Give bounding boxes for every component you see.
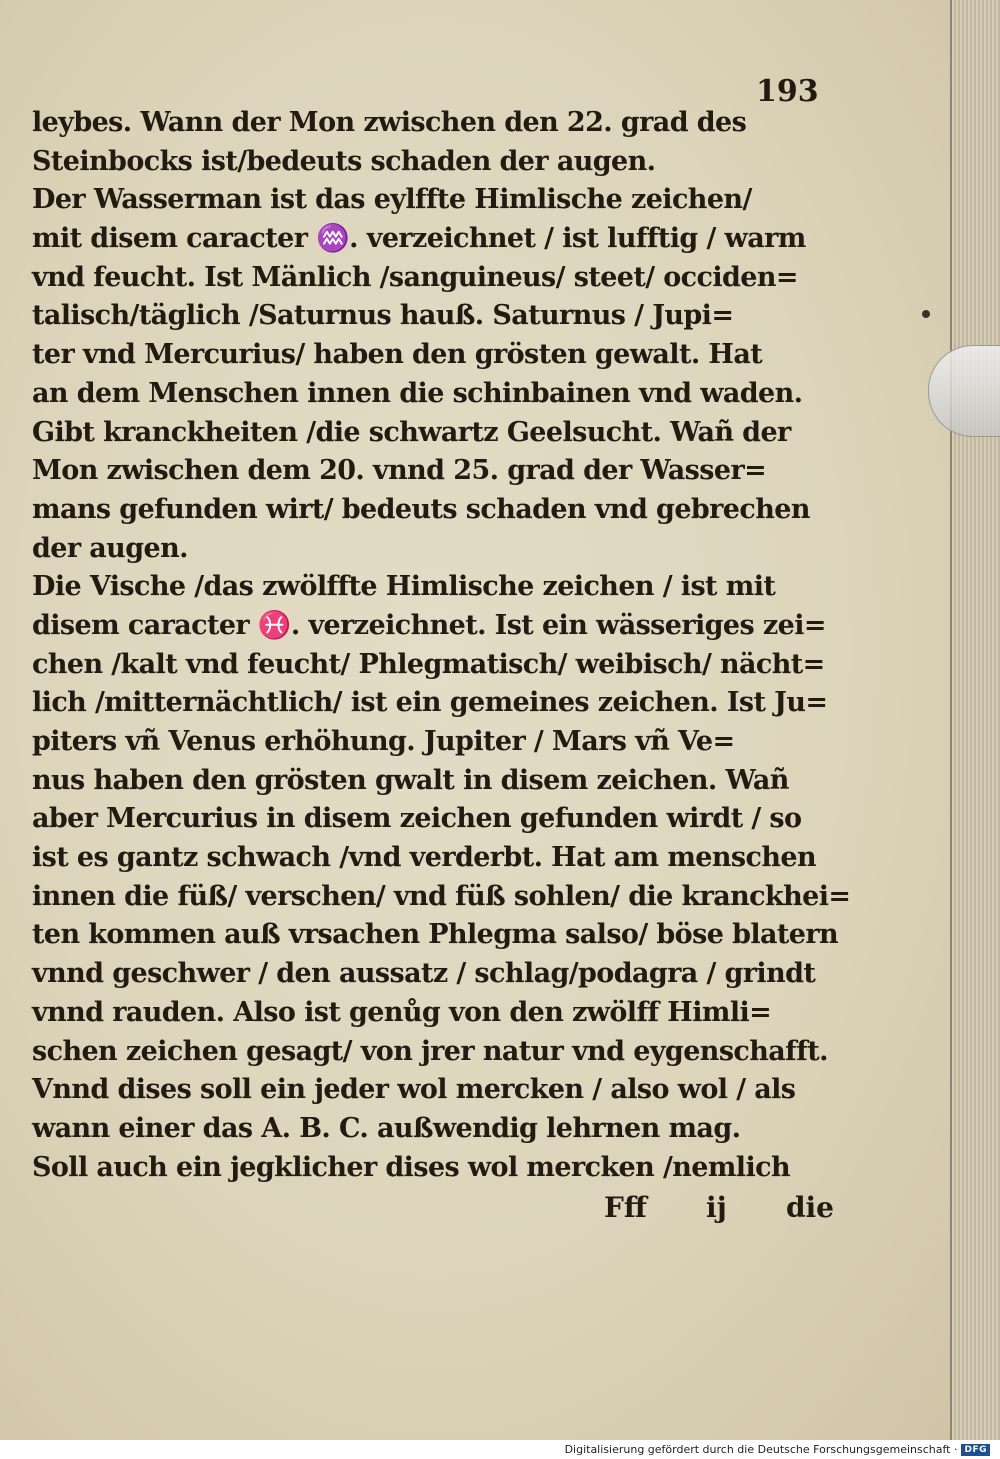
ink-fleck [922, 310, 930, 318]
text-line: piters vñ Venus erhöhung. Jupiter / Mars vñ Ve= [32, 726, 735, 757]
text-line: wann einer das A. B. C. außwendig lehrnen mag. [32, 1112, 741, 1144]
text-line: chen /kalt vnd feucht/ Phlegmatisch/ weibisch/ nächt= [32, 648, 825, 680]
text-line: vnnd rauden. Also ist genůg von den zwölff Himli= [32, 996, 772, 1028]
text-line: an dem Menschen innen die schinbainen vnd waden. [32, 377, 803, 409]
text-line: vnd feucht. Ist Mänlich /sanguineus/ steet/ occiden= [32, 261, 798, 293]
body-text [32, 104, 851, 1187]
text-line: Der Wasserman ist das eylffte Himlische zeichen/ [32, 184, 752, 216]
dfg-logo: DFG [961, 1444, 990, 1456]
text-line: nus haben den grösten gwalt in disem zeichen. Wañ [32, 764, 789, 796]
text-line: leybes. Wann der Mon zwischen den 22. grad des [32, 107, 747, 138]
text-line: innen die füß/ verschen/ vnd füß sohlen/ die kranckhei= [32, 880, 851, 912]
text-line: Gibt kranckheiten /die schwartz Geelsucht. Wañ der [32, 416, 791, 448]
text-line: Soll auch ein jegklicher dises wol mercken /nemlich [32, 1151, 790, 1183]
text-line: mit disem caracter ♒. verzeichnet / ist lufftig / warm [32, 223, 806, 255]
signature-number: ij [706, 1191, 727, 1224]
page-number: 193 [756, 74, 819, 109]
signature-letters: Fff [604, 1191, 647, 1224]
text-line: der augen. [32, 532, 188, 564]
text-line: vnnd geschwer / den aussatz / schlag/podagra / grindt [32, 958, 816, 990]
text-line: lich /mitternächtlich/ ist ein gemeines zeichen. Ist Ju= [32, 687, 828, 719]
book-fore-edge [950, 0, 1000, 1440]
digitization-footer [0, 1440, 1000, 1459]
text-line: Die Vische /das zwölffte Himlische zeichen / ist mit [32, 571, 776, 603]
catchword: die [785, 1191, 834, 1224]
text-line: Vnnd dises soll ein jeder wol mercken / also wol / als [32, 1074, 796, 1106]
footer-credit: Digitalisierung gefördert durch die Deutsche Forschungsgemeinschaft · [564, 1443, 958, 1456]
text-line: schen zeichen gesagt/ von jrer natur vnd eygenschafft. [32, 1035, 828, 1067]
text-line: Steinbocks ist/bedeuts schaden der augen. [32, 145, 656, 177]
text-line: aber Mercurius in disem zeichen gefunden wirdt / so [32, 803, 802, 835]
signature-line [604, 1191, 834, 1224]
text-line: disem caracter ♓. verzeichnet. Ist ein wässeriges zei= [32, 609, 826, 641]
text-line: ist es gantz schwach /vnd verderbt. Hat am menschen [32, 842, 816, 874]
text-line: talisch/täglich /Saturnus hauß. Saturnus / Jupi= [32, 300, 734, 332]
text-line: ten kommen auß vrsachen Phlegma salso/ böse blatern [32, 919, 839, 951]
text-line: mans gefunden wirt/ bedeuts schaden vnd gebrechen [32, 493, 810, 525]
text-line: ter vnd Mercurius/ haben den grösten gewalt. Hat [32, 339, 763, 371]
text-line: Mon zwischen dem 20. vnnd 25. grad der Wasser= [32, 455, 767, 487]
